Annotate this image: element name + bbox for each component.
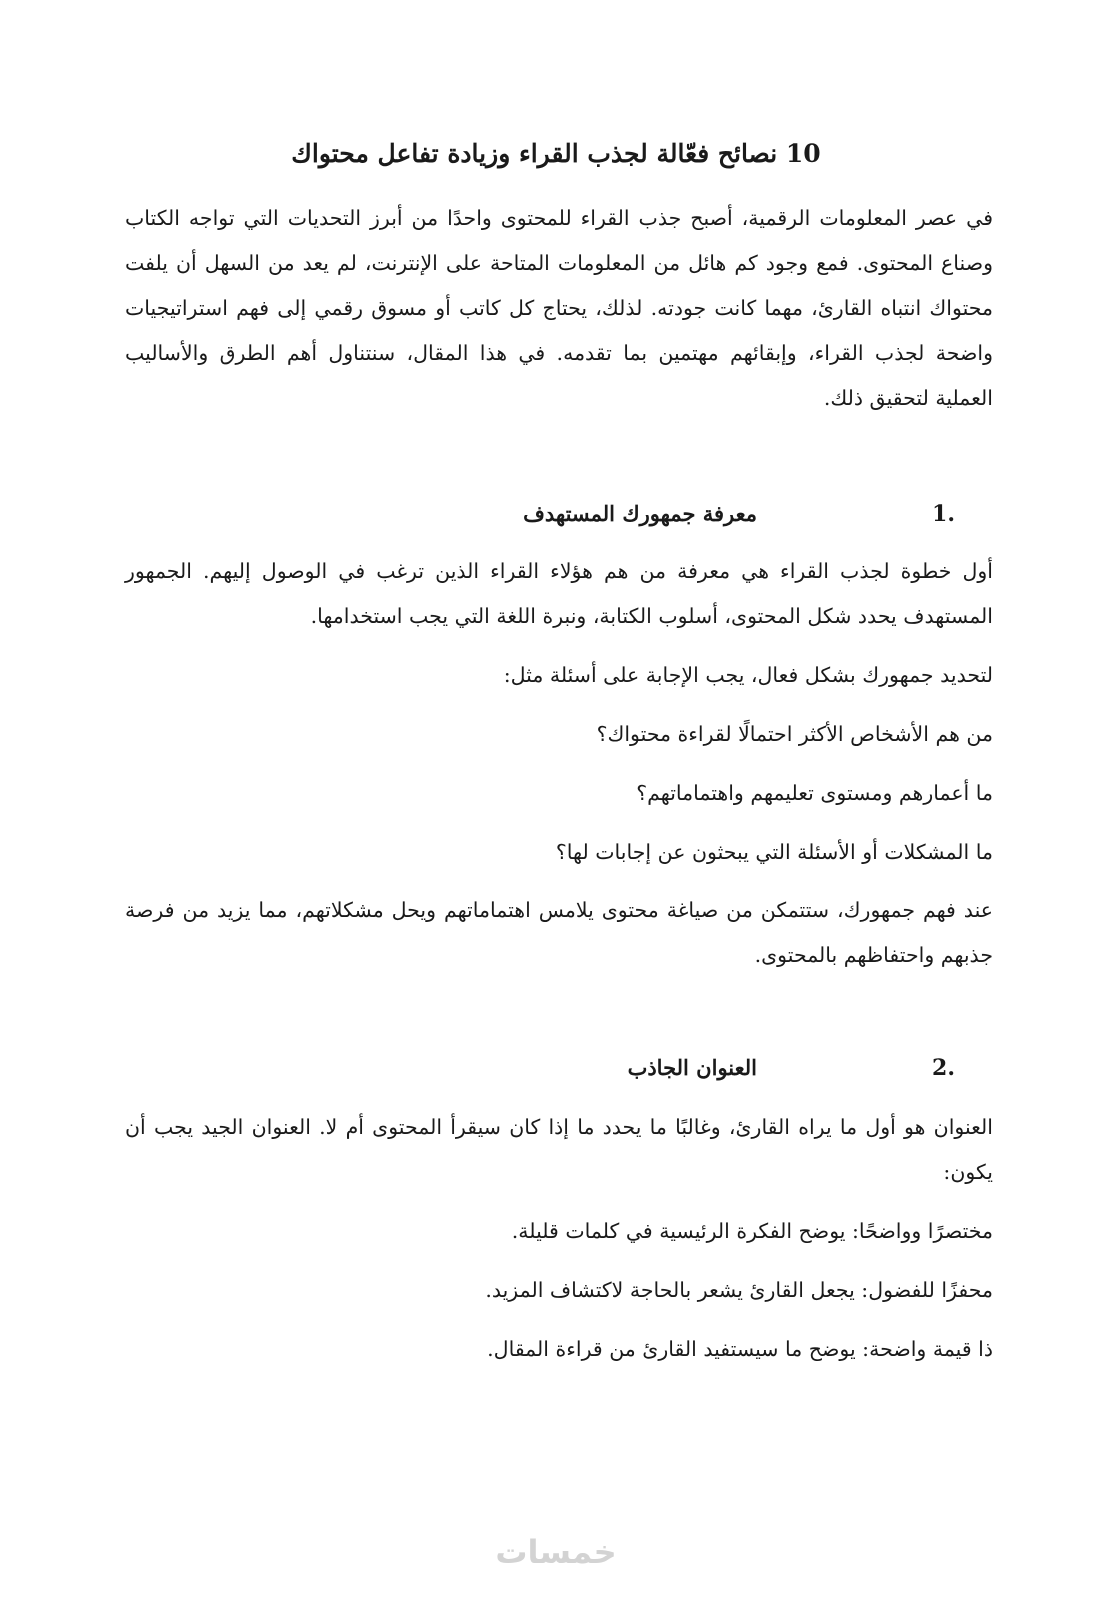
section-2-heading [0, 1048, 1112, 1088]
section-2-paragraph: العنوان هو أول ما يراه القارئ، وغالبًا ما يحدد ما إذا كان سيقرأ المحتوى أم لا. العنوان الجيد يجب أن يكون: [125, 1115, 993, 1184]
section-1-question-3: ما المشكلات أو الأسئلة التي يبحثون عن إجابات لها؟ [555, 840, 993, 864]
section-1-paragraph: أول خطوة لجذب القراء هي معرفة من هم هؤلاء القراء الذين ترغب في الوصول إليهم. الجمهور المستهدف يحدد شكل المحتوى، أسلوب الكتابة، ونبرة اللغة التي يجب استخدامها. [125, 559, 993, 628]
intro-paragraph: في عصر المعلومات الرقمية، أصبح جذب القراء للمحتوى واحدًا من أبرز التحديات التي تواجه الكتاب وصناع المحتوى. فمع وجود كم هائل من المعلومات المتاحة على الإنترنت، لم يعد من السهل أن يلفت محتواك انتباه القارئ، مهما كانت جودته. لذلك، يحتاج كل كاتب أو مسوق رقمي إلى فهم استراتيجيات واضحة لجذب القراء، وإبقائهم مهتمين بما تقدمه. في هذا المقال، سنتناول أهم الطرق والأساليب العملية لتحقيق ذلك. [125, 206, 993, 410]
section-1-question-2: ما أعمارهم ومستوى تعليمهم واهتماماتهم؟ [636, 781, 993, 805]
section-1-question-1: من هم الأشخاص الأكثر احتمالًا لقراءة محتواك؟ [596, 722, 993, 746]
section-1-number: 1. [932, 501, 955, 527]
section-2-point-2: محفزًا للفضول: يجعل القارئ يشعر بالحاجة لاكتشاف المزيد. [485, 1278, 993, 1302]
watermark-logo: خمسات [495, 1533, 617, 1571]
section-1-lead: لتحديد جمهورك بشكل فعال، يجب الإجابة على أسئلة مثل: [503, 663, 993, 687]
section-1-title: معرفة جمهورك المستهدف [523, 501, 757, 526]
section-2-number: 2. [932, 1055, 955, 1081]
section-2-point-1: مختصرًا وواضحًا: يوضح الفكرة الرئيسية في كلمات قليلة. [511, 1219, 993, 1243]
section-1-conclusion: عند فهم جمهورك، ستتمكن من صياغة محتوى يلامس اهتماماتهم ويحل مشكلاتهم، مما يزيد من فرصة جذبهم واحتفاظهم بالمحتوى. [125, 898, 993, 967]
section-2-point-3: ذا قيمة واضحة: يوضح ما سيستفيد القارئ من قراءة المقال. [487, 1337, 993, 1361]
section-1-heading [0, 494, 1112, 534]
document-title: 10 نصائح فعّالة لجذب القراء وزيادة تفاعل محتواك [291, 139, 821, 168]
section-2-title: العنوان الجاذب [627, 1055, 757, 1080]
